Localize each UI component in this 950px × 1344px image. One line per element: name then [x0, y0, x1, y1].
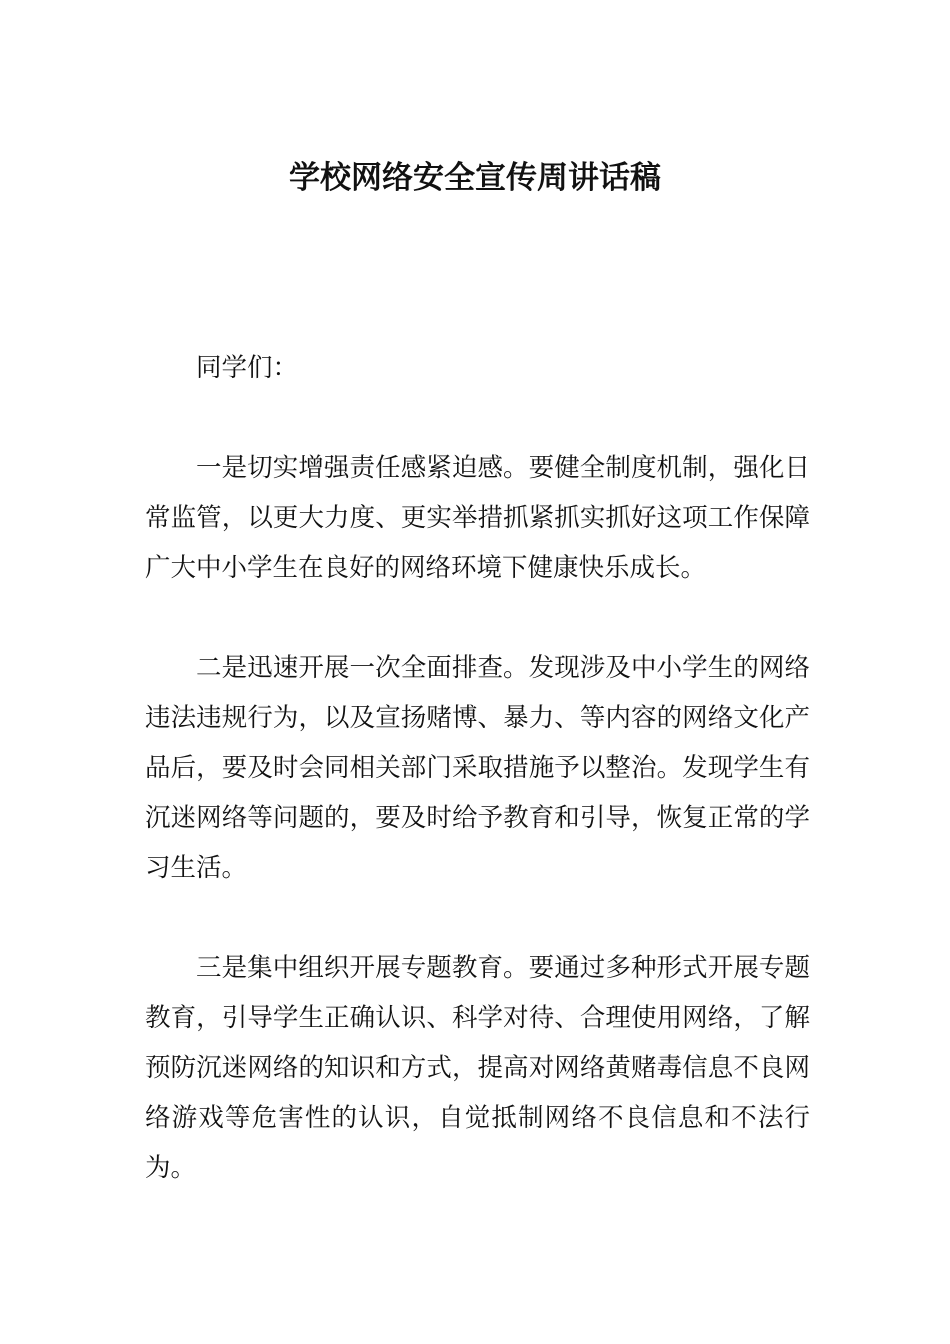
document-title: 学校网络安全宣传周讲话稿 — [289, 160, 661, 196]
body-paragraph-1: 一是切实增强责任感紧迫感。要健全制度机制，强化日常监管，以更大力度、更实举措抓紧抓实抓好这项工作保障广大中小学生在良好的网络环境下健康快乐成长。 — [145, 453, 810, 583]
body-paragraph-2: 二是迅速开展一次全面排查。发现涉及中小学生的网络违法违规行为，以及宣扬赌博、暴力、等内容的网络文化产品后，要及时会同相关部门采取措施予以整治。发现学生有沉迷网络等问题的，要及时给予教育和引导，恢复正常的学习生活。 — [145, 653, 810, 883]
body-paragraph-3: 三是集中组织开展专题教育。要通过多种形式开展专题教育，引导学生正确认识、科学对待、合理使用网络，了解预防沉迷网络的知识和方式，提高对网络黄赌毒信息不良网络游戏等危害性的认识，自觉抵制网络不良信息和不法行为。 — [145, 953, 810, 1183]
greeting-paragraph: 同学们： — [196, 353, 299, 383]
document-body — [145, 343, 810, 1193]
